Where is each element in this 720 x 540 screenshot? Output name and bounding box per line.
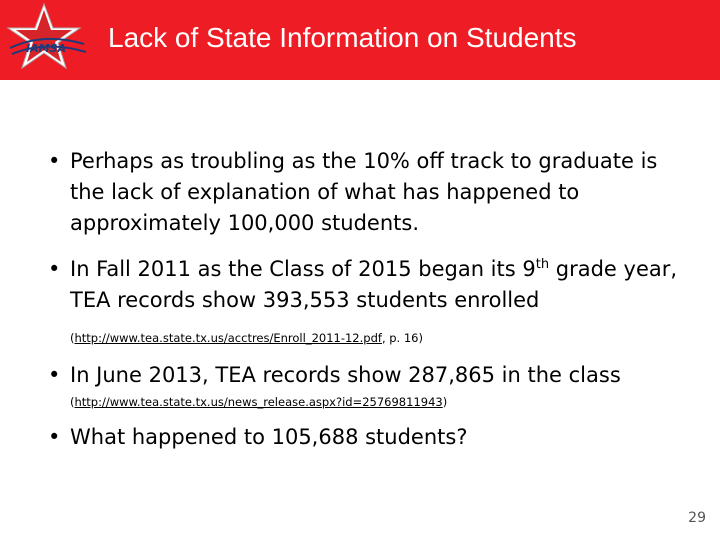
- bullet-item: [48, 146, 698, 239]
- bullet-item: [48, 422, 698, 453]
- bullet-text-part: In Fall 2011 as the Class of 2015 began its 9: [70, 257, 536, 281]
- citation-rest: ): [442, 395, 448, 409]
- source-citation: [70, 394, 447, 410]
- bullet-text: Perhaps as troubling as the 10% off track to graduate is the lack of explanation of what has happened to approximately 100,000 students.: [70, 149, 658, 235]
- logo-text: IAMSA: [26, 42, 66, 55]
- bullet-item: [48, 360, 698, 391]
- bullet-text: [70, 254, 698, 316]
- slide-title: Lack of State Information on Students: [108, 22, 577, 53]
- bullet-item: [48, 254, 698, 316]
- source-link[interactable]: http://www.tea.state.tx.us/acctres/Enroll_2011-12.pdf: [74, 331, 382, 345]
- source-citation: [70, 330, 423, 346]
- bullet-text-part: grade year, TEA records show 393,553 students enrolled: [70, 257, 678, 312]
- page-number: 29: [688, 510, 706, 526]
- bullet-marker: •: [48, 425, 61, 449]
- bullet-marker: •: [48, 257, 61, 281]
- bullet-marker: •: [48, 149, 61, 173]
- citation-open: (: [70, 331, 75, 345]
- superscript: th: [535, 257, 550, 272]
- bullet-text: In June 2013, TEA records show 287,865 in the class: [70, 363, 621, 387]
- bullet-marker: •: [48, 363, 61, 387]
- source-link[interactable]: http://www.tea.state.tx.us/news_release.aspx?id=25769811943: [74, 395, 443, 409]
- bullet-text: What happened to 105,688 students?: [70, 425, 468, 449]
- citation-open: (: [70, 395, 75, 409]
- citation-rest: , p. 16): [381, 331, 423, 345]
